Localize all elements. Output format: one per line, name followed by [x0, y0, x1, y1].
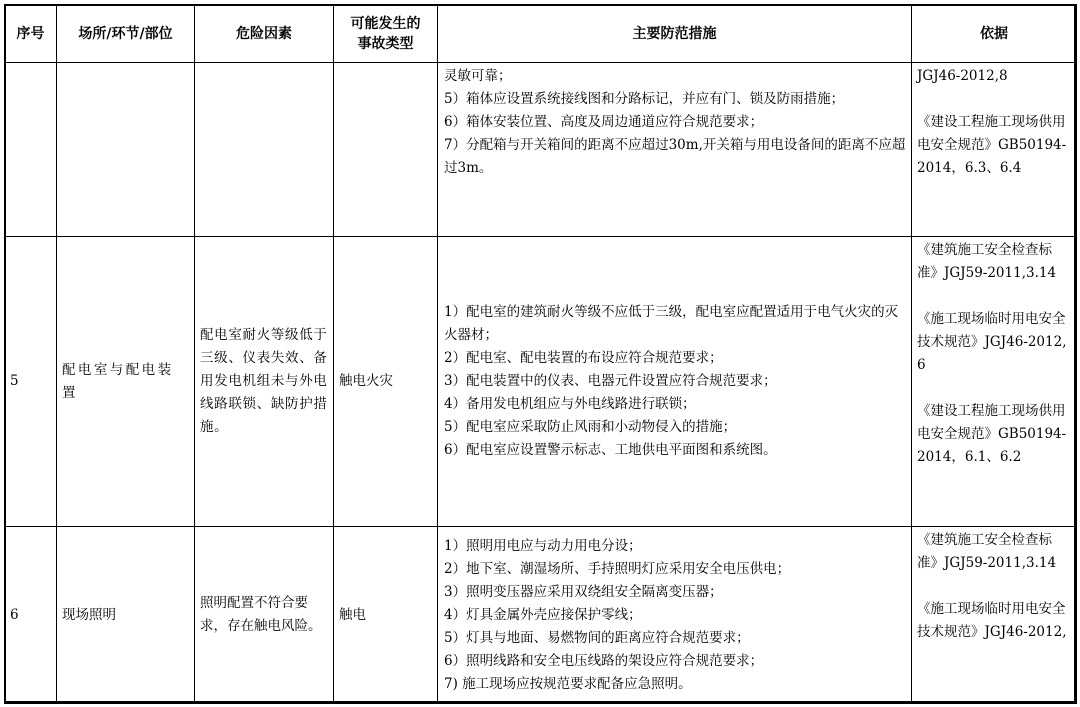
measure-line: 6）配电室应设置警示标志、工地供电平面图和系统图。 — [444, 442, 777, 458]
measure-line: 7）分配箱与开关箱间的距离不应超过30m,开关箱与用电设备间的距离不应超过3m。 — [444, 137, 906, 176]
cell-location: 配电室与配电装置 — [57, 237, 195, 527]
measure-line: 2）配电室、配电装置的布设应符合规范要求； — [444, 350, 723, 366]
basis-line: 《建设工程施工现场供用电安全规范》GB50194-2014，6.1、6.2 — [917, 403, 1067, 465]
basis-line: JGJ46-2012,8 — [917, 68, 1008, 84]
measure-line: 5）配电室应采取防止风雨和小动物侵入的措施； — [444, 419, 737, 435]
measure-line: 4）灯具金属外壳应接保护零线； — [444, 606, 642, 623]
cell-location: 现场照明 — [57, 527, 195, 704]
measure-line: 1）配电室的建筑耐火等级不应低于三级，配电室应配置适用于电气火灾的灭火器材； — [444, 304, 899, 343]
cell-no: 6 — [5, 527, 57, 704]
header-basis: 依据 — [912, 5, 1077, 63]
measure-line: 1）照明用电应与动力用电分设； — [444, 537, 642, 554]
header-no: 序号 — [5, 5, 57, 63]
measure-line: 3）照明变压器应采用双绕组安全隔离变压器； — [444, 583, 723, 600]
cell-accident-type: 触电火灾 — [334, 237, 438, 527]
measure-line: 2）地下室、潮湿场所、手持照明灯应采用安全电压供电； — [444, 560, 791, 577]
cell-hazard: 配电室耐火等级低于三级、仪表失效、备用发电机组未与外电线路联锁、缺防护措施。 — [195, 237, 334, 527]
measure-line: 5）灯具与地面、易燃物间的距离应符合规范要求； — [444, 629, 750, 646]
measure-line: 灵敏可靠； — [444, 68, 512, 84]
cell-hazard: 照明配置不符合要求，存在触电风险。 — [195, 527, 334, 704]
basis-line: 《施工现场临时用电安全技术规范》JGJ46-2012, — [917, 601, 1067, 640]
measure-line: 7) 施工现场应按规范要求配备应急照明。 — [444, 675, 692, 692]
measure-line: 4）备用发电机组应与外电线路进行联锁； — [444, 396, 696, 412]
measure-line: 3）配电装置中的仪表、电器元件设置应符合规范要求； — [444, 373, 777, 389]
measure-line: 6）照明线路和安全电压线路的架设应符合规范要求； — [444, 652, 764, 669]
table-outer-border — [4, 4, 1076, 703]
header-location: 场所/环节/部位 — [57, 5, 195, 63]
header-measures: 主要防范措施 — [438, 5, 912, 63]
basis-line: 《建筑施工安全检查标准》JGJ59-2011,3.14 — [917, 242, 1057, 281]
basis-line: 《建设工程施工现场供用电安全规范》GB50194-2014，6.3、6.4 — [917, 114, 1067, 176]
header-accident-type: 可能发生的事故类型 — [334, 5, 438, 63]
measure-line: 5）箱体应设置系统接线图和分路标记，并应有门、锁及防雨措施； — [444, 91, 845, 107]
cell-accident-type: 触电 — [334, 527, 438, 704]
basis-line: 《施工现场临时用电安全技术规范》JGJ46-2012,6 — [917, 311, 1067, 373]
measure-line: 6）箱体安装位置、高度及周边通道应符合规范要求； — [444, 114, 764, 130]
basis-line: 《建筑施工安全检查标准》JGJ59-2011,3.14 — [917, 532, 1057, 571]
header-hazard: 危险因素 — [195, 5, 334, 63]
cell-no: 5 — [5, 237, 57, 527]
